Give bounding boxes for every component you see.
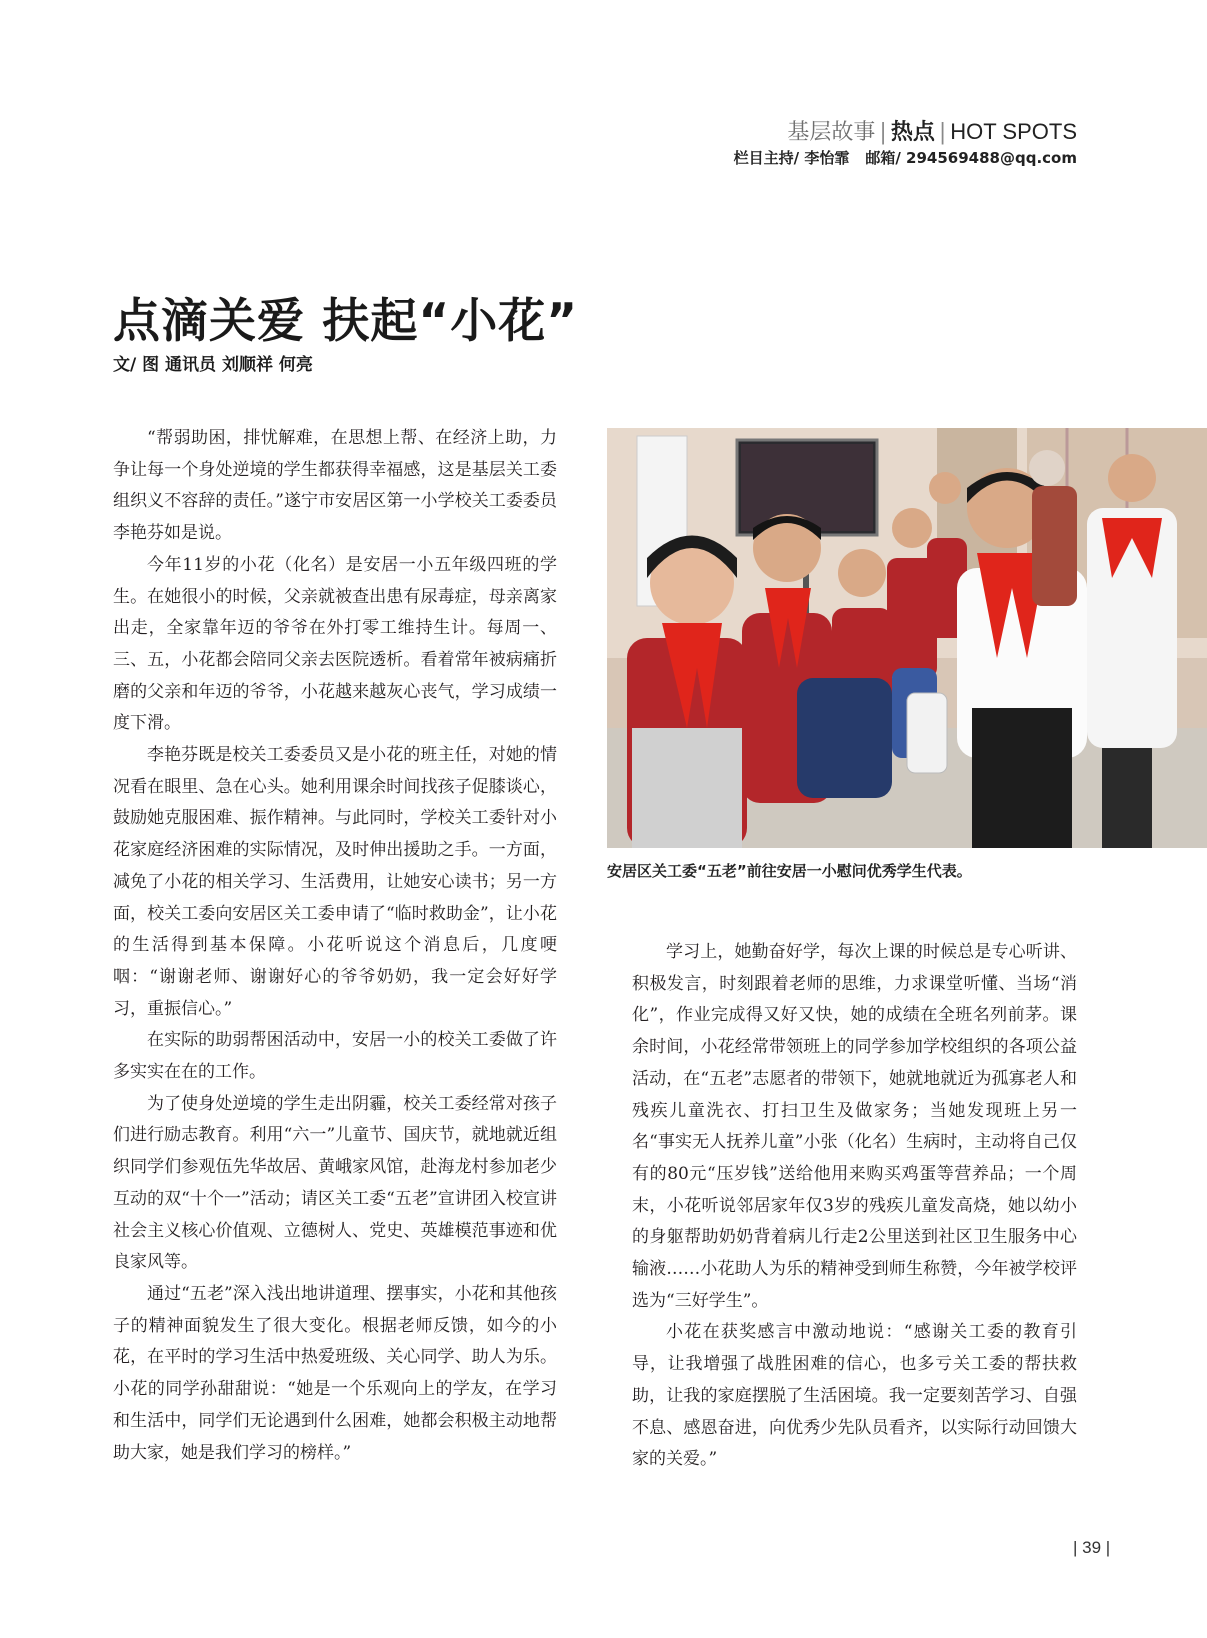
- paragraph: 通过“五老”深入浅出地讲道理、摆事实，小花和其他孩子的精神面貌发生了很大变化。根据老师反馈，如今的小花，在平时的学习生活中热爱班级、关心同学、助人为乐。小花的同学孙甜甜说：“她是一个乐观向上的学友，在学习和生活中，同学们无论遇到什么困难，她都会积极主动地帮助大家，她是我们学习的榜样。”: [113, 1283, 557, 1463]
- photo-illustration: [607, 428, 1207, 848]
- paragraph: 小花在获奖感言中激动地说：“感谢关工委的教育引导，让我增强了战胜困难的信心，也多亏关工委的帮扶救助，让我的家庭摆脱了生活困境。我一定要刻苦学习、自强不息、感恩奋进，向优秀少先队员看齐，以实际行动回馈大家的关爱。”: [632, 1322, 1077, 1470]
- column-category: 基层故事: [787, 120, 876, 145]
- column-section: 热点: [890, 119, 935, 145]
- column-email: 邮箱/ 294569488@qq.com: [865, 149, 1077, 167]
- page-number: | 39 |: [1073, 1538, 1111, 1557]
- paragraph: 李艳芬既是校关工委委员又是小花的班主任，对她的情况看在眼里、急在心头。她利用课余时间找孩子促膝谈心，鼓励她克服困难、振作精神。与此同时，学校关工委针对小花家庭经济困难的实际情况，及时伸出援助之手。一方面，减免了小花的相关学习、生活费用，让她安心读书；另一方面，校关工委向安居区关工委申请了“临时救助金”，让小花的生活得到基本保障。小花听说这个消息后，几度哽咽：“谢谢老师、谢谢好心的爷爷奶奶，我一定会好好学习，重振信心。”: [113, 745, 557, 1019]
- column-host-line: [734, 147, 1077, 168]
- column-header: [787, 115, 1077, 146]
- article-left-column: [113, 423, 557, 1469]
- column-section-english: HOT SPOTS: [950, 119, 1077, 144]
- photo-caption: 安居区关工委“五老”前往安居一小慰问优秀学生代表。: [607, 862, 972, 880]
- column-host: 栏目主持/ 李怡霏: [733, 149, 850, 167]
- paragraph: 在实际的助弱帮困活动中，安居一小的校关工委做了许多实实在在的工作。: [113, 1030, 557, 1083]
- article-title: 点滴关爱 扶起“小花”: [113, 294, 579, 349]
- article-byline: 文/ 图 通讯员 刘顺祥 何亮: [113, 355, 313, 375]
- header-separator: |: [879, 120, 887, 145]
- paragraph: 今年11岁的小花（化名）是安居一小五年级四班的学生。在她很小的时候，父亲就被查出患有尿毒症，母亲离家出走，全家靠年迈的爷爷在外打零工维持生计。每周一、三、五，小花都会陪同父亲去医院透析。看着常年被病痛折磨的父亲和年迈的爷爷，小花越来越灰心丧气，学习成绩一度下滑。: [113, 554, 557, 734]
- article-right-column: [632, 937, 1077, 1476]
- article-photo: [607, 428, 1207, 848]
- paragraph: 为了使身处逆境的学生走出阴霾，校关工委经常对孩子们进行励志教育。利用“六一”儿童节、国庆节，就地就近组织同学们参观伍先华故居、黄峨家风馆，赴海龙村参加老少互动的双“十个一”活动；请区关工委“五老”宣讲团入校宣讲社会主义核心价值观、立德树人、党史、英雄模范事迹和优良家风等。: [113, 1093, 557, 1273]
- paragraph: 学习上，她勤奋好学，每次上课的时候总是专心听讲、积极发言，时刻跟着老师的思维，力求课堂听懂、当场“消化”，作业完成得又好又快，她的成绩在全班名列前茅。课余时间，小花经常带领班上的同学参加学校组织的各项公益活动，在“五老”志愿者的带领下，她就地就近为孤寡老人和残疾儿童洗衣、打扫卫生及做家务；当她发现班上另一名“事实无人抚养儿童”小张（化名）生病时，主动将自己仅有的80元“压岁钱”送给他用来购买鸡蛋等营养品；一个周末，小花听说邻居家年仅3岁的残疾儿童发高烧，她以幼小的身躯帮助奶奶背着病儿行走2公里送到社区卫生服务中心输液……小花助人为乐的精神受到师生称赞，今年被学校评选为“三好学生”。: [632, 942, 1077, 1311]
- paragraph: “帮弱助困，排忧解难，在思想上帮、在经济上助，力争让每一个身处逆境的学生都获得幸福感，这是基层关工委组织义不容辞的责任。”遂宁市安居区第一小学校关工委委员李艳芬如是说。: [113, 428, 557, 544]
- header-separator-2: |: [938, 120, 947, 145]
